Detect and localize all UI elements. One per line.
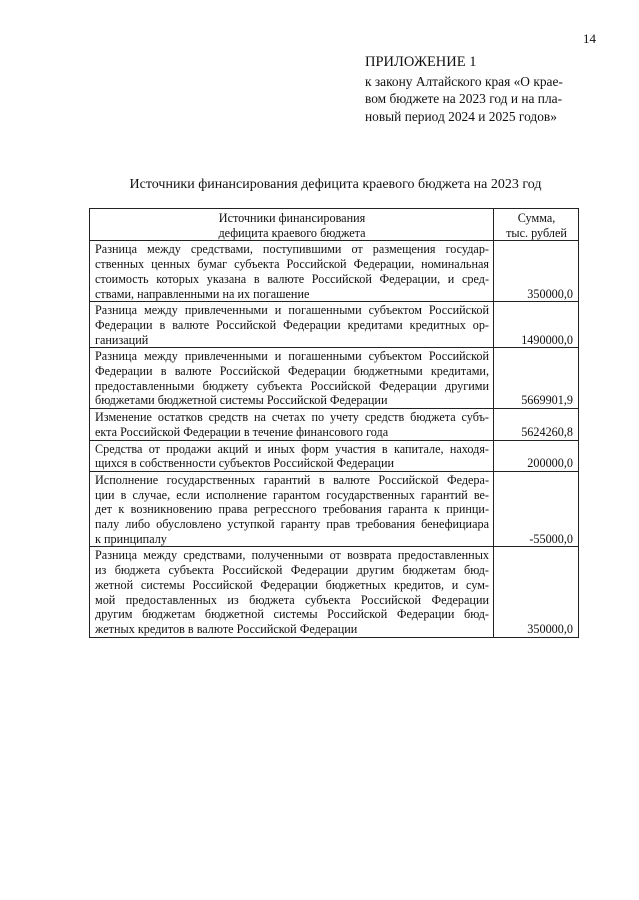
appendix-line: к закону Алтайского края «О крае- <box>365 73 563 89</box>
sum-column-header <box>494 209 579 241</box>
source-column-header <box>90 209 494 241</box>
source-line: жетных кредитов в валюте Российской Федерации <box>95 621 358 636</box>
header-line: тыс. рублей <box>506 225 567 240</box>
table-body <box>90 241 579 637</box>
header-line: Сумма, <box>517 211 556 225</box>
source-line: щихся в собственности субъектов Российской Федерации <box>95 456 395 471</box>
page-number: 14 <box>583 31 596 46</box>
source-line: Разница между привлеченными и погашенными субъектом Российской <box>95 303 489 318</box>
amount-cell: 1490000,0 <box>494 302 579 348</box>
source-cell <box>90 302 494 348</box>
source-cell <box>90 471 494 547</box>
financing-sources-table <box>89 208 579 638</box>
table-row <box>90 547 579 637</box>
source-line: ции в случае, если исполнение гарантом государственных гарантий ве- <box>95 487 489 502</box>
appendix-title: ПРИЛОЖЕНИЕ 1 <box>365 54 477 70</box>
table-row <box>90 471 579 547</box>
source-line: к принципалу <box>95 531 167 546</box>
source-line: предоставленными бюджету субъекта Российской Федерации другими <box>95 378 489 393</box>
amount-cell: -55000,0 <box>494 471 579 547</box>
source-line: Исполнение государственных гарантий в валюте Российской Федера- <box>95 472 489 487</box>
appendix-header <box>365 54 597 125</box>
source-line: Федерации в валюте Российской Федерации кредитами кредитных ор- <box>95 317 489 332</box>
appendix-line: новый период 2024 и 2025 годов» <box>365 108 557 124</box>
source-line: стоимость которых указана в валюте Российской Федерации, и сред- <box>95 271 489 286</box>
source-line: Разница между привлеченными и погашенными субъектом Российской <box>95 349 489 364</box>
source-line: ганизаций <box>95 332 149 347</box>
source-line: екта Российской Федерации в течение финансового года <box>95 424 389 439</box>
source-line: дет к возникновению права регрессного требования гаранта к принци- <box>95 502 489 517</box>
document-title: Источники финансирования дефицита краевого бюджета на 2023 год <box>129 177 542 192</box>
source-line: Средства от продажи акций и иных форм участия в капитале, находя- <box>95 441 489 456</box>
source-cell <box>90 409 494 440</box>
source-line: мой предоставленных из бюджета субъекта Российской Федерации <box>95 592 489 607</box>
table-row <box>90 409 579 440</box>
table-row <box>90 440 579 471</box>
header-line: Источники финансирования <box>218 211 366 225</box>
amount-cell: 5669901,9 <box>494 348 579 409</box>
source-line: жетной системы Российской Федерации бюджетных кредитов, и сум- <box>95 577 489 592</box>
table-row <box>90 241 579 302</box>
source-cell <box>90 241 494 302</box>
amount-cell: 350000,0 <box>494 547 579 637</box>
source-line: Федерации в валюте Российской Федерации бюджетными кредитами, <box>95 364 489 379</box>
source-line: другим бюджетам бюджетной системы Российской Федерации бюд- <box>95 607 489 622</box>
source-line: палу либо обусловлено уступкой гаранту прав требования бенефициара <box>95 517 489 532</box>
appendix-line: вом бюджете на 2023 год и на пла- <box>365 91 563 106</box>
source-line: ствами, направленными на их погашение <box>95 286 310 301</box>
table-header-row <box>90 209 579 241</box>
source-cell <box>90 547 494 637</box>
amount-cell: 200000,0 <box>494 440 579 471</box>
amount-cell: 350000,0 <box>494 241 579 302</box>
amount-cell: 5624260,8 <box>494 409 579 440</box>
table-row <box>90 348 579 409</box>
header-line: дефицита краевого бюджета <box>218 225 366 240</box>
source-cell <box>90 440 494 471</box>
source-cell <box>90 348 494 409</box>
source-line: Разница между средствами, полученными от возврата предоставленных <box>95 548 489 563</box>
source-line: из бюджета субъекта Российской Федерации другим бюджетам бюд- <box>95 563 489 578</box>
source-line: ственных ценных бумаг субъекта Российской Федерации, номинальная <box>95 257 489 272</box>
source-line: бюджетами бюджетной системы Российской Федерации <box>95 393 388 408</box>
source-line: Изменение остатков средств на счетах по учету средств бюджета субъ- <box>95 410 489 425</box>
table-row <box>90 302 579 348</box>
source-line: Разница между средствами, поступившими от размещения государ- <box>95 242 489 257</box>
